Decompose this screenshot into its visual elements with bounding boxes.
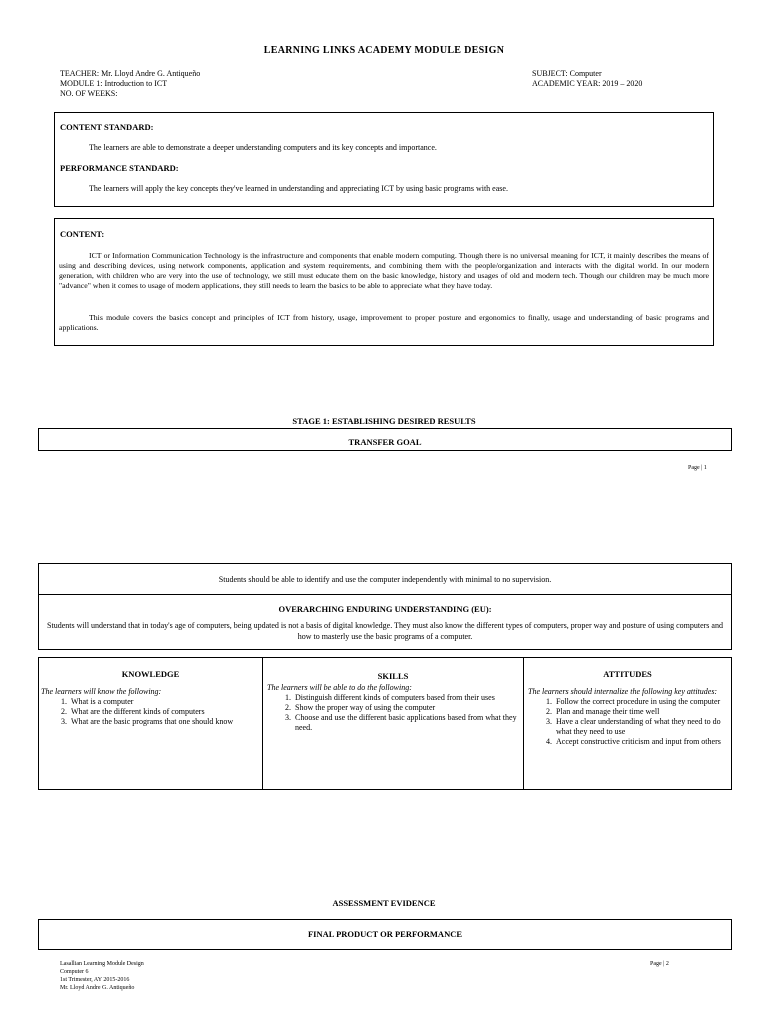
- list-item: 2. Plan and manage their time well: [554, 707, 725, 717]
- list-item: 2. What are the different kinds of computers: [69, 707, 262, 717]
- knowledge-list: [39, 697, 262, 727]
- transfer-goal-label: TRANSFER GOAL: [348, 437, 422, 447]
- transfer-statement: Students should be able to identify and use the computer independently with minimal to no supervision.: [218, 575, 552, 584]
- attitudes-list: [524, 697, 731, 747]
- teacher-line: TEACHER: Mr. Lloyd Andre G. Antiqueño: [60, 69, 201, 78]
- knowledge-intro: The learners will know the following:: [41, 687, 162, 696]
- footer-line: Computer 6: [60, 969, 89, 975]
- list-item: 1. Follow the correct procedure in using the computer: [554, 697, 725, 707]
- final-product-label: FINAL PRODUCT OR PERFORMANCE: [307, 929, 463, 939]
- knowledge-heading: KNOWLEDGE: [121, 669, 180, 679]
- final-product-box: [38, 919, 732, 950]
- skills-cell: [262, 657, 524, 790]
- list-item: 1. What is a computer: [69, 697, 262, 707]
- performance-standard-label: PERFORMANCE STANDARD:: [60, 163, 179, 173]
- performance-standard-text: The learners will apply the key concepts they've learned in understanding and appreciating ICT by using basic programs with ease.: [89, 184, 508, 193]
- list-item: 3. What are the basic programs that one should know: [69, 717, 262, 727]
- attitudes-heading: ATTITUDES: [603, 669, 652, 679]
- content-paragraph-1: ICT or Information Communication Technology is the infrastructure and components that enable modern computing. Though there is no universal meaning for ICT, it mainly describes the means of using and describing devices, using network components, application and system requirements, and combining them with the people/organization and interacts with the digital world. In our modern generation, with children who are very into the use of technology, we still must educate them on the basic knowledge, history and usages of old and modern tech. Though our children may be much more "advance" when it comes to usage of modern applications, they still needs to learn the basics to be able to appreciate what they have today.: [59, 251, 709, 290]
- standards-box: [54, 112, 714, 207]
- document-title: LEARNING LINKS ACADEMY MODULE DESIGN: [263, 45, 505, 56]
- page-number-2: Page | 2: [650, 961, 669, 967]
- content-standard-label: CONTENT STANDARD:: [60, 122, 154, 132]
- skills-intro: The learners will be able to do the following:: [267, 683, 412, 692]
- eu-box: [38, 594, 732, 650]
- header-right: [532, 69, 642, 89]
- subject-line: SUBJECT: Computer: [532, 69, 602, 78]
- content-label: CONTENT:: [60, 229, 105, 239]
- transfer-goal-box: [38, 428, 732, 451]
- academic-year-line: ACADEMIC YEAR: 2019 – 2020: [532, 79, 643, 88]
- skills-heading: SKILLS: [377, 671, 409, 681]
- list-item: 1. Distinguish different kinds of computers based from their uses: [293, 693, 517, 703]
- footer-line: Lasallian Learning Module Design: [60, 961, 144, 967]
- module-line: MODULE 1: Introduction to ICT: [60, 79, 168, 88]
- footer-line: 1st Trimester, AY 2015-2016: [60, 977, 130, 983]
- footer: [60, 960, 144, 992]
- eu-heading: OVERARCHING ENDURING UNDERSTANDING (EU):: [278, 604, 492, 614]
- attitudes-intro: The learners should internalize the following key attitudes:: [528, 687, 718, 696]
- eu-text: Students will understand that in today's age of computers, being updated is not a basis of digital knowledge. They must also know the different types of computers, proper way and posture of using computers and how to masterly use the basic programs of a computer.: [47, 621, 723, 641]
- attitudes-cell: [523, 657, 732, 790]
- page-number-1: Page | 1: [688, 465, 707, 471]
- list-item: 2. Show the proper way of using the computer: [293, 703, 517, 713]
- header-left: [60, 69, 200, 99]
- content-box: [54, 218, 714, 346]
- weeks-line: NO. OF WEEKS:: [60, 89, 118, 98]
- stage1-heading: STAGE 1: ESTABLISHING DESIRED RESULTS: [292, 416, 476, 426]
- list-item: 3. Have a clear understanding of what they need to do what they need to use: [554, 717, 725, 737]
- transfer-statement-box: [38, 563, 732, 595]
- footer-line: Mr. Lloyd Andre G. Antiqueño: [60, 985, 135, 991]
- content-standard-text: The learners are able to demonstrate a deeper understanding computers and its key concepts and importance.: [89, 143, 437, 152]
- list-item: 4. Accept constructive criticism and input from others: [554, 737, 725, 747]
- skills-list: [263, 693, 523, 733]
- assessment-heading: ASSESSMENT EVIDENCE: [332, 898, 436, 908]
- content-paragraph-2: This module covers the basics concept and principles of ICT from history, usage, improvement to proper posture and ergonomics to finally, usage and understanding of basic programs and applications.: [59, 313, 709, 332]
- knowledge-cell: [38, 657, 263, 790]
- list-item: 3. Choose and use the different basic applications based from what they need.: [293, 713, 517, 733]
